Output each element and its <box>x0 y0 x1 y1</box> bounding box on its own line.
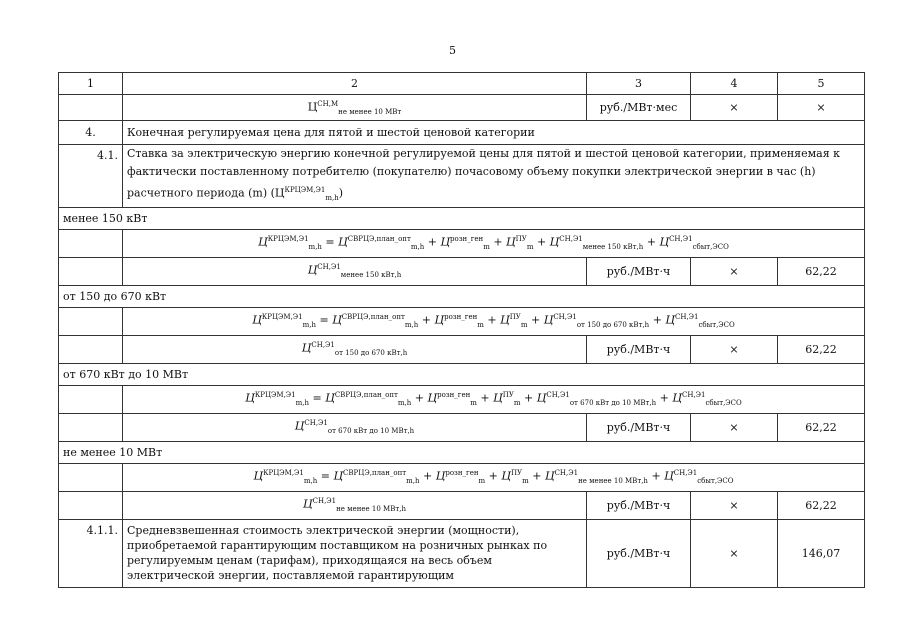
value-cell: 62,22 <box>778 413 865 441</box>
group-label-row <box>59 285 865 307</box>
section-number: 4. <box>59 121 123 145</box>
cross-cell: × <box>691 257 778 285</box>
header-col-3: 3 <box>587 73 691 95</box>
formula-row <box>59 463 865 491</box>
section-number: 4.1.1. <box>59 519 123 587</box>
formula-symbol: $Ц^{СН,Э1}_{от 670 кВт до 10 МВт,h}$ <box>123 413 587 441</box>
price-formula: $Ц^{КРЦЭМ,Э1}_{m,h} = Ц^{СВРЦЭ,план\_опт}_{m,h} + Ц^{розн\_ген}_m + Ц^{ПУ}_m + Ц^{СН,Э1}_{от 670 кВт до 10 МВт,h} + Ц^{СН,Э1}_{сбыт,ЭСО}$ <box>123 385 865 413</box>
formula-symbol: $Ц^{СН,М}_{не менее 10 МВт}$ <box>123 95 587 121</box>
table-row <box>59 257 865 285</box>
cross-cell: × <box>691 519 778 587</box>
group-label-row <box>59 207 865 229</box>
table-row <box>59 335 865 363</box>
group-label-row <box>59 363 865 385</box>
price-formula: $Ц^{КРЦЭМ,Э1}_{m,h} = Ц^{СВРЦЭ,план\_опт}_{m,h} + Ц^{розн\_ген}_m + Ц^{ПУ}_m + Ц^{СН,Э1}_{от 150 до 670 кВт,h} + Ц^{СН,Э1}_{сбыт,ЭСО}$ <box>123 307 865 335</box>
section-row-4-1-1 <box>59 519 865 587</box>
formula-symbol: $Ц^{СН,Э1}_{от 150 до 670 кВт,h}$ <box>123 335 587 363</box>
cross-cell: × <box>691 413 778 441</box>
table-row <box>59 491 865 519</box>
section-row-4-1 <box>59 145 865 208</box>
header-row <box>59 73 865 95</box>
section-number: 4.1. <box>59 145 123 208</box>
header-col-5: 5 <box>778 73 865 95</box>
unit-cell: руб./МВт·ч <box>587 413 691 441</box>
cross-cell: × <box>691 491 778 519</box>
unit-cell: руб./МВт·ч <box>587 257 691 285</box>
section-title: Конечная регулируемая цена для пятой и шестой ценовой категории <box>123 121 865 145</box>
group-label: менее 150 кВт <box>59 207 865 229</box>
group-label-row <box>59 441 865 463</box>
unit-cell: руб./МВт·ч <box>587 491 691 519</box>
table-row <box>59 413 865 441</box>
header-col-1: 1 <box>59 73 123 95</box>
header-col-2: 2 <box>123 73 587 95</box>
page-number: 5 <box>449 44 456 57</box>
unit-cell: руб./МВт·ч <box>587 519 691 587</box>
group-label: не менее 10 МВт <box>59 441 865 463</box>
unit-cell: руб./МВт·мес <box>587 95 691 121</box>
section-description: Средневзвешенная стоимость электрической энергии (мощности), приобретаемой гарантирующим поставщиком на розничных рынках по регулируемым ценам (тарифам), приходящаяся на весь объем электрической энергии, поставляемой гарантирующим <box>123 519 587 587</box>
table-row <box>59 95 865 121</box>
value-cell: 146,07 <box>778 519 865 587</box>
formula-row <box>59 229 865 257</box>
cross-cell: × <box>778 95 865 121</box>
value-cell: 62,22 <box>778 257 865 285</box>
section-row-4 <box>59 121 865 145</box>
section-description: Ставка за электрическую энергию конечной регулируемой цены для пятой и шестой ценовой категории, применяемая к фактически поставленному потребителю (покупателю) почасовому объему покупки электрической энергии в час (h) расчетного периода (m) $(Ц^{КРЦЭМ,Э1}_{m,h})$ <box>123 145 865 208</box>
group-label: от 670 кВт до 10 МВт <box>59 363 865 385</box>
unit-cell: руб./МВт·ч <box>587 335 691 363</box>
cross-cell: × <box>691 95 778 121</box>
formula-row <box>59 307 865 335</box>
cross-cell: × <box>691 335 778 363</box>
formula-symbol: $Ц^{СН,Э1}_{менее 150 кВт,h}$ <box>123 257 587 285</box>
price-formula: $Ц^{КРЦЭМ,Э1}_{m,h} = Ц^{СВРЦЭ,план\_опт}_{m,h} + Ц^{розн\_ген}_m + Ц^{ПУ}_m + Ц^{СН,Э1}_{не менее 10 МВт,h} + Ц^{СН,Э1}_{сбыт,ЭСО}$ <box>123 463 865 491</box>
formula-row <box>59 385 865 413</box>
price-formula: $Ц^{КРЦЭМ,Э1}_{m,h} = Ц^{СВРЦЭ,план\_опт}_{m,h} + Ц^{розн\_ген}_m + Ц^{ПУ}_m + Ц^{СН,Э1}_{менее 150 кВт,h} + Ц^{СН,Э1}_{сбыт,ЭСО}$ <box>123 229 865 257</box>
header-col-4: 4 <box>691 73 778 95</box>
value-cell: 62,22 <box>778 491 865 519</box>
formula-symbol: $Ц^{СН,Э1}_{не менее 10 МВт,h}$ <box>123 491 587 519</box>
group-label: от 150 до 670 кВт <box>59 285 865 307</box>
value-cell: 62,22 <box>778 335 865 363</box>
tariff-table <box>58 72 865 588</box>
